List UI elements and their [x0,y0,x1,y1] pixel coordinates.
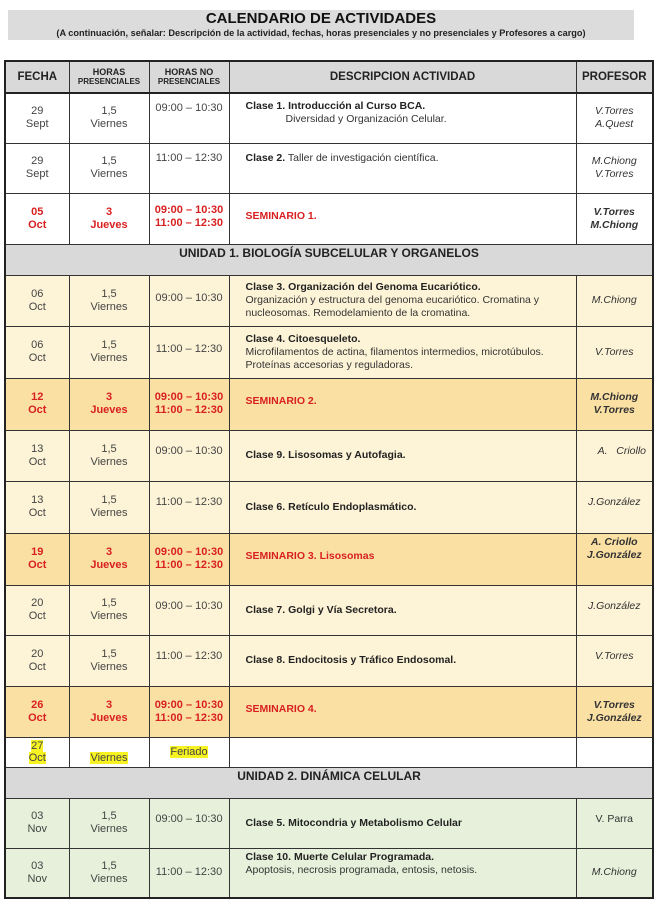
time-cell [149,143,229,193]
weekday: Viernes [90,118,128,131]
date-month: Sept [25,118,49,131]
description-cell [229,193,576,244]
weekday: Viernes [90,872,128,885]
date-cell [5,143,69,193]
date-cell [5,93,69,143]
time-cell [149,193,229,244]
description-cell [229,430,576,481]
time-slot: 09:00 – 10:30 [154,698,224,711]
professor-cell [576,326,653,378]
professor-cell [576,533,653,585]
professor-cell [576,378,653,430]
date-cell [5,686,69,737]
date-month: Nov [27,823,48,835]
time-cell [149,533,229,585]
description-cell [229,737,576,767]
date-month: Oct [28,711,47,724]
time-slot: 09:00 – 10:30 [155,444,223,457]
time-slot: 11:00 – 12:30 [155,495,223,508]
time-slot: 09:00 – 10:30 [155,812,223,825]
hours-cell [69,533,149,585]
activity-title: SEMINARIO 4. [245,702,317,715]
table-row [5,798,653,848]
professor-name: V.Torres [594,105,634,118]
activity-title: Clase 5. Mitocondria y Metabolismo Celular [245,816,462,829]
date-month: Oct [28,507,46,519]
date-day: 29 [31,155,44,167]
activity-title: SEMINARIO 2. [245,394,317,407]
activity-detail: Diversidad y Organización Celular. [285,113,447,125]
unit-title: UNIDAD 2. DINÁMICA CELULAR [5,767,653,798]
hours-value: 3 [105,698,113,711]
professor-name: V. Parra [595,812,634,825]
weekday: Viernes [90,455,128,468]
time-slot: 09:00 – 10:30 [154,390,224,403]
table-header-row [5,61,653,93]
date-month: Sept [25,168,49,180]
time-slot: 11:00 – 12:30 [155,558,223,571]
time-cell [149,798,229,848]
date-day: 29 [31,105,44,118]
time-slot: 09:00 – 10:30 [154,545,224,558]
table-row [5,143,653,193]
time-cell [149,378,229,430]
hours-cell [69,481,149,533]
hours-cell [69,193,149,244]
professor-cell [576,143,653,193]
description-cell [229,585,576,635]
date-month: Oct [28,352,46,364]
weekday: Viernes [90,352,128,364]
description-cell [229,378,576,430]
date-cell [5,533,69,585]
weekday: Viernes [90,660,128,673]
time-slot: 09:00 – 10:30 [155,291,223,304]
date-month: Oct [28,559,47,571]
unit-header-row [5,244,653,275]
professor-name: M.Chiong [591,294,637,306]
table-row [5,326,653,378]
time-cell [149,326,229,378]
time-cell [149,686,229,737]
activity-title: Clase 4. Citoesqueleto. [245,332,361,345]
activity-detail: Taller de investigación científica. [285,151,439,164]
time-cell [149,737,229,767]
time-cell [149,585,229,635]
activity-title: Clase 7. Golgi y Vía Secretora. [245,603,397,616]
table-row [5,848,653,898]
weekday: Viernes [90,751,128,764]
weekday: Viernes [90,610,128,622]
activities-calendar-table [4,60,654,899]
time-slot: 11:00 – 12:30 [155,403,223,416]
page-title: CALENDARIO DE ACTIVIDADES [205,10,437,27]
hours-value: 3 [105,205,113,218]
date-day: 20 [31,647,44,660]
hours-cell [69,143,149,193]
time-slot: 11:00 – 12:30 [155,866,223,879]
date-month: Oct [28,660,46,673]
hours-value: 1,5 [101,597,117,609]
table-row-seminar [5,193,653,244]
activity-title: Clase 6. Retículo Endoplasmático. [245,500,417,513]
activity-title: Clase 1. Introducción al Curso BCA. [245,100,426,112]
date-cell [5,848,69,898]
professor-name: J.González [587,599,641,612]
date-day: 13 [31,442,44,455]
professor-cell [576,481,653,533]
professor-cell [576,585,653,635]
header-label: PRESENCIALES [157,77,221,86]
date-day: 06 [31,287,44,300]
activity-detail: Apoptosis, necrosis programada, entosis, netosis. [245,863,478,876]
hours-value: 1,5 [101,810,117,822]
professor-name: A. Criollo [590,535,638,548]
weekday: Jueves [90,711,128,724]
time-cell [149,275,229,326]
date-day: 06 [31,339,44,351]
table-row [5,635,653,686]
hours-cell [69,585,149,635]
weekday: Jueves [90,218,128,231]
activity-detail: Microfilamentos de actina, filamentos intermedios, microtúbulos. Proteínas accesorias y reguladoras. [245,345,544,371]
hours-value: 1,5 [101,494,117,506]
professor-cell [576,430,653,481]
professor-name: M.Chiong [590,391,639,403]
holiday-label: Feriado [170,745,208,758]
description-cell [229,848,576,898]
date-cell [5,481,69,533]
time-cell [149,848,229,898]
professor-name: J.González [587,495,641,508]
date-month: Oct [28,218,47,231]
professor-name: J.González [586,548,642,561]
hours-value: 3 [105,391,113,403]
hours-cell [69,686,149,737]
professor-name: A. Criollo [597,444,646,457]
professor-name: M.Chiong [591,155,637,167]
description-cell [229,635,576,686]
date-cell [5,798,69,848]
date-month: Oct [28,300,46,313]
description-cell [229,326,576,378]
time-cell [149,635,229,686]
date-cell [5,635,69,686]
header-label: PRESENCIALES [77,77,141,86]
professor-cell [576,737,653,767]
hours-value: 1,5 [101,155,117,167]
hours-value: 1,5 [101,442,117,455]
professor-name: V.Torres [594,649,634,662]
professor-name: V.Torres [594,168,634,180]
date-day: 03 [31,859,44,872]
description-cell [229,481,576,533]
description-cell [229,533,576,585]
header-label: HORAS [92,67,126,77]
activity-title: SEMINARIO 3. Lisosomas [245,549,375,562]
time-slot: 09:00 – 10:30 [155,599,223,612]
time-slot: 09:00 – 10:30 [154,203,224,216]
table-row [5,430,653,481]
date-cell [5,585,69,635]
professor-cell [576,798,653,848]
column-header-horas-no-presenciales [149,61,229,93]
date-month: Oct [28,610,46,622]
activity-title: SEMINARIO 1. [245,209,317,222]
description-cell [229,93,576,143]
professor-name: V.Torres [594,345,634,358]
column-header-fecha: FECHA [5,61,69,93]
description-cell [229,143,576,193]
activity-title: Clase 9. Lisosomas y Autofagia. [245,449,406,461]
date-day: 12 [31,391,44,403]
date-cell [5,326,69,378]
activity-title: Clase 2. [245,151,286,164]
date-cell [5,193,69,244]
hours-cell [69,93,149,143]
professor-name: M.Chiong [591,866,637,879]
date-day: 26 [31,698,44,711]
professor-cell [576,848,653,898]
activity-title: Clase 3. Organización del Genoma Eucariótico. [245,281,481,293]
professor-name: A.Quest [595,118,634,131]
hours-value: 1,5 [101,859,117,872]
date-day: 05 [31,205,44,218]
weekday: Viernes [90,300,128,313]
activity-title: Clase 10. Muerte Celular Programada. [245,850,434,863]
time-slot: 11:00 – 12:30 [155,151,223,164]
date-cell [5,275,69,326]
hours-cell [69,798,149,848]
weekday: Jueves [90,559,128,571]
professor-cell [576,635,653,686]
time-cell [149,430,229,481]
table-row-seminar [5,686,653,737]
table-row-seminar [5,378,653,430]
hours-cell [69,275,149,326]
table-row [5,275,653,326]
professor-name: V.Torres [593,205,635,218]
description-cell [229,275,576,326]
date-month: Oct [28,752,46,764]
table-row [5,585,653,635]
hours-value: 1,5 [101,339,117,351]
activity-detail: Organización y estructura del genoma eucariótico. Cromatina y nucleosomas. Remodelamiento de la cromatina. [245,294,540,319]
professor-name: V.Torres [593,698,635,711]
professor-name: M.Chiong [590,218,639,231]
table-row-seminar [5,533,653,585]
time-cell [149,93,229,143]
time-slot: 11:00 – 12:30 [155,649,223,662]
table-row-holiday [5,737,653,767]
unit-header-row [5,767,653,798]
page-subtitle: (A continuación, señalar: Descripción de la actividad, fechas, horas presenciales y no presenciales y Profesores a cargo) [56,28,586,38]
table-row [5,481,653,533]
hours-cell [69,430,149,481]
time-slot: 09:00 – 10:30 [155,102,223,114]
date-day: 13 [31,494,44,506]
date-cell [5,430,69,481]
hours-value: 1,5 [101,105,117,118]
date-day: 20 [31,597,44,609]
date-cell [5,378,69,430]
time-slot: 11:00 – 12:30 [155,216,223,229]
hours-cell [69,848,149,898]
hours-cell [69,635,149,686]
date-day: 03 [31,810,44,822]
header-label: HORAS NO [164,67,214,77]
description-cell [229,798,576,848]
date-cell [5,737,69,767]
professor-cell [576,93,653,143]
professor-cell [576,686,653,737]
description-cell [229,686,576,737]
weekday: Jueves [90,404,128,416]
hours-value: 1,5 [101,647,117,660]
professor-name: V.Torres [593,404,635,416]
column-header-descripcion: DESCRIPCION ACTIVIDAD [229,61,576,93]
hours-cell [69,326,149,378]
weekday: Viernes [90,507,128,519]
professor-name: J.González [586,711,642,724]
date-day: 19 [31,546,44,558]
time-slot: 11:00 – 12:30 [155,711,223,724]
hours-cell [69,737,149,767]
date-month: Nov [27,872,48,885]
date-day: 27 [31,740,44,752]
date-month: Oct [28,455,46,468]
hours-cell [69,378,149,430]
professor-cell [576,275,653,326]
hours-value: 3 [105,546,113,558]
table-row [5,93,653,143]
date-month: Oct [28,404,47,416]
weekday: Viernes [90,168,128,180]
column-header-profesor: PROFESOR [576,61,653,93]
unit-title: UNIDAD 1. BIOLOGÍA SUBCELULAR Y ORGANELOS [5,244,653,275]
weekday: Viernes [90,823,128,835]
hours-value: 1,5 [101,287,117,300]
activity-title: Clase 8. Endocitosis y Tráfico Endosomal. [245,654,457,666]
time-slot: 11:00 – 12:30 [155,342,223,355]
column-header-horas-presenciales [69,61,149,93]
title-banner [8,10,634,40]
professor-cell [576,193,653,244]
time-cell [149,481,229,533]
